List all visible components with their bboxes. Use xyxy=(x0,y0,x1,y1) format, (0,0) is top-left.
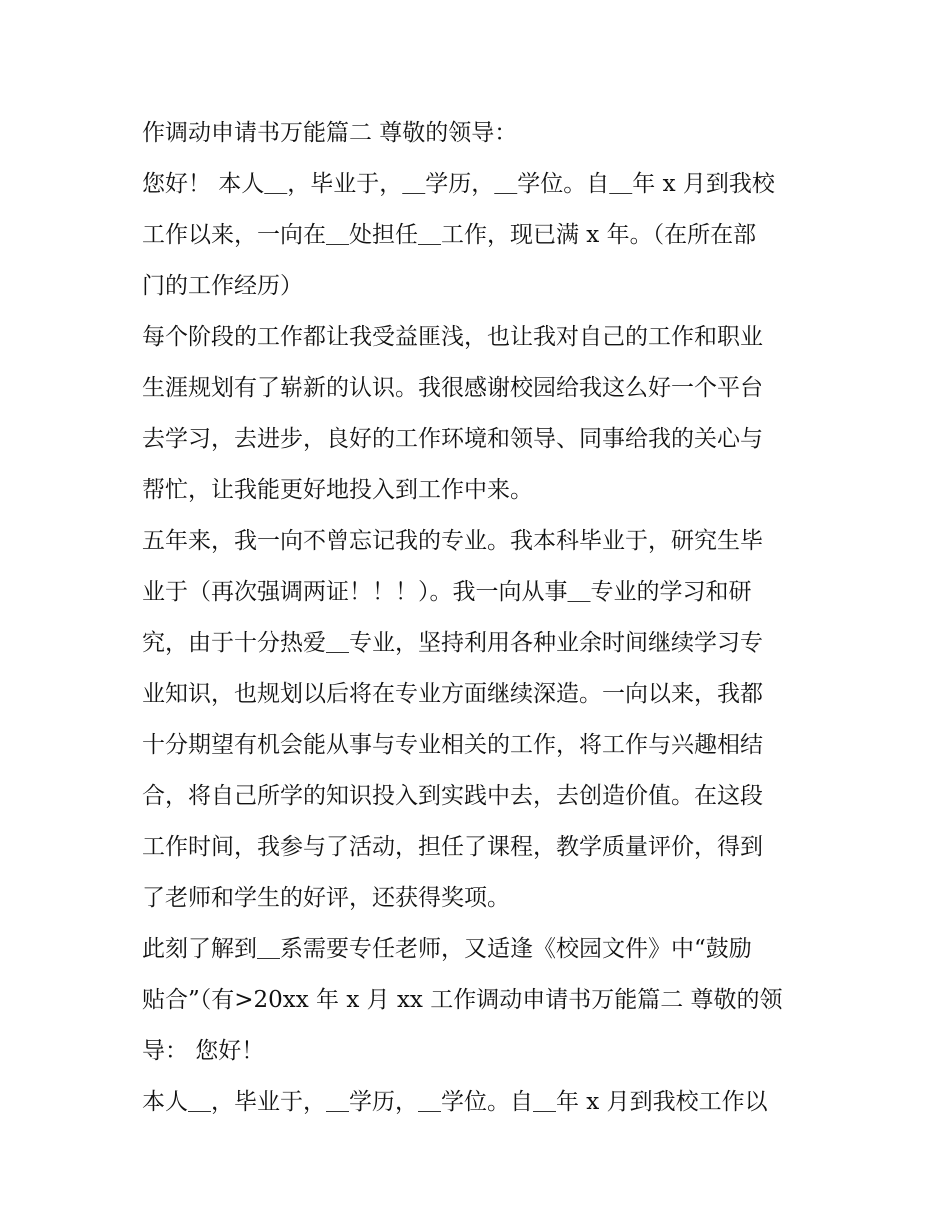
text-line: 此刻了解到＿系需要专任老师，又适逢《校园文件》中“鼓励 xyxy=(142,936,752,962)
text-line: 究，由于十分热爱＿专业，坚持利用各种业余时间继续学习专 xyxy=(142,630,763,656)
text-line: 业于（再次强调两证！！！）。我一向从事＿专业的学习和研 xyxy=(142,579,752,605)
text-line: 帮忙，让我能更好地投入到工作中来。 xyxy=(142,477,533,503)
text-line: 您好！ 本人＿，毕业于，＿学历，＿学位。自＿年 x 月到我校 xyxy=(142,171,775,197)
text-line: 每个阶段的工作都让我受益匪浅，也让我对自己的工作和职业 xyxy=(142,324,763,350)
text-line: 业知识，也规划以后将在专业方面继续深造。一向以来，我都 xyxy=(142,681,763,707)
text-line: 生涯规划有了崭新的认识。我很感谢校园给我这么好一个平台 xyxy=(142,375,763,401)
text-line: 导： 您好！ xyxy=(142,1038,265,1064)
text-line: 十分期望有机会能从事与专业相关的工作，将工作与兴趣相结 xyxy=(142,732,763,758)
text-line: 工作时间，我参与了活动，担任了课程，教学质量评价，得到 xyxy=(142,834,763,860)
document-body xyxy=(142,108,832,1128)
text-line: 五年来，我一向不曾忘记我的专业。我本科毕业于，研究生毕 xyxy=(142,528,763,554)
text-line: 贴合”（有>20xx 年 x 月 xx 工作调动申请书万能篇二 尊敬的领 xyxy=(142,987,783,1013)
text-line: 了老师和学生的好评，还获得奖项。 xyxy=(142,885,510,911)
text-line: 去学习，去进步，良好的工作环境和领导、同事给我的关心与 xyxy=(142,426,763,452)
text-line: 合，将自己所学的知识投入到实践中去，去创造价值。在这段 xyxy=(142,783,763,809)
text-line: 作调动申请书万能篇二 尊敬的领导： xyxy=(142,120,518,146)
text-line: 工作以来，一向在＿处担任＿工作，现已满 x 年。（在所在部 xyxy=(142,222,757,248)
text-line: 门的工作经历） xyxy=(142,273,303,299)
text-line: 本人＿，毕业于，＿学历，＿学位。自＿年 x 月到我校工作以 xyxy=(142,1089,768,1115)
